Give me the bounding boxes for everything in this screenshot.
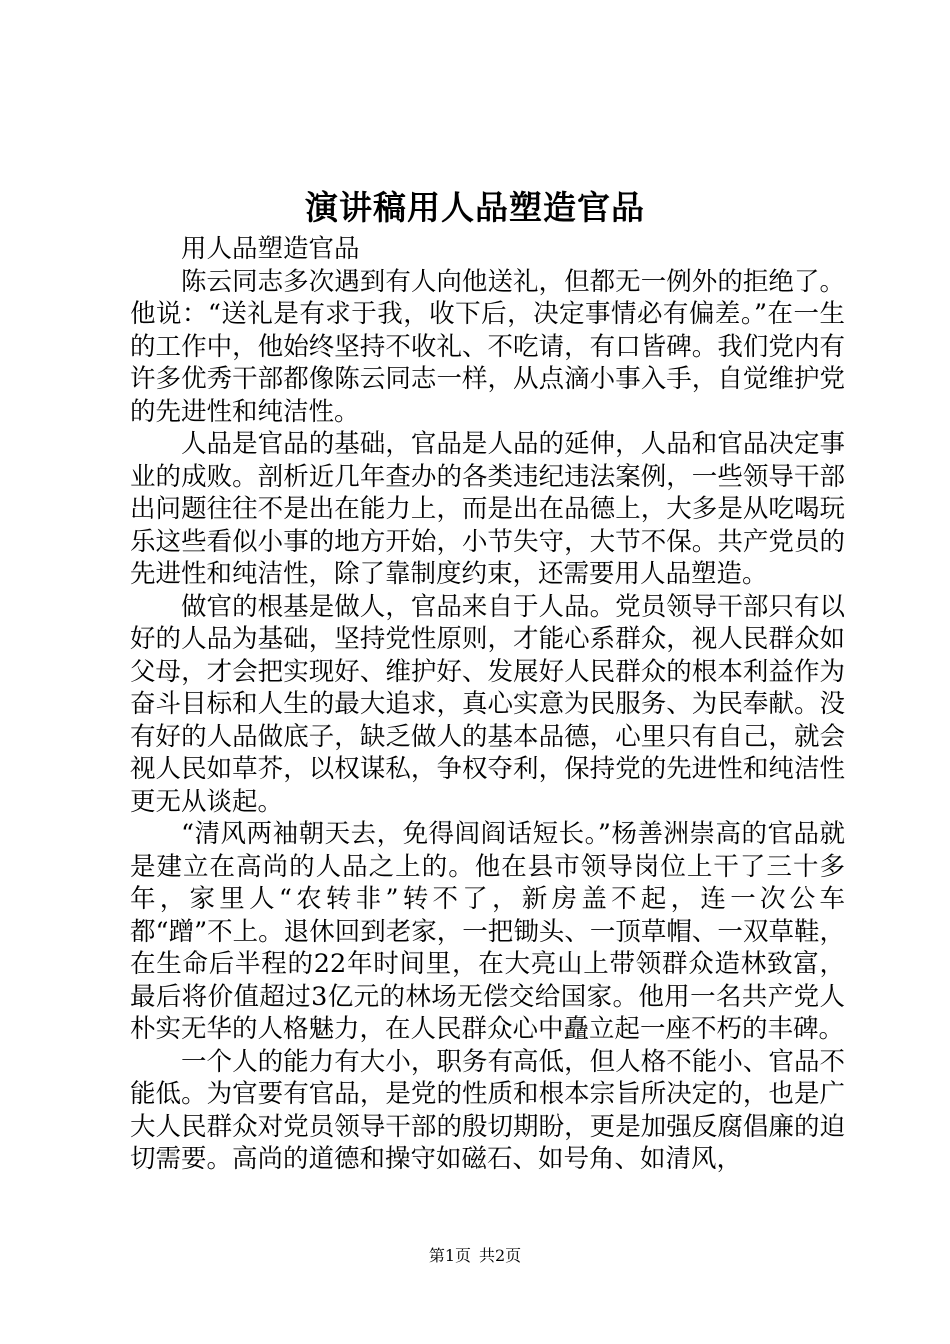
page-number: 第1页 bbox=[428, 1246, 471, 1265]
paragraph: 人品是官品的基础，官品是人品的延伸，人品和官品决定事业的成败。剖析近几年查办的各类违纪违法案例，一些领导干部出问题往往不是出在能力上，而是出在品德上，大多是从吃喝玩乐这些看似小事的地方开始，小节失守，大节不保。共产党员的先进性和纯洁性，除了靠制度约束，还需要用人品塑造。 bbox=[130, 429, 845, 589]
paragraph: 做官的根基是做人，官品来自于人品。党员领导干部只有以好的人品为基础，坚持党性原则，才能心系群众，视人民群众如父母，才会把实现好、维护好、发展好人民群众的根本利益作为奋斗目标和人生的最大追求，真心实意为民服务、为民奉献。没有好的人品做底子，缺乏做人的基本品德，心里只有自己，就会视人民如草芥，以权谋私，争权夺利，保持党的先进性和纯洁性更无从谈起。 bbox=[130, 591, 845, 817]
paragraph: 一个人的能力有大小，职务有高低，但人格不能小、官品不能低。为官要有官品，是党的性质和根本宗旨所决定的，也是广大人民群众对党员领导干部的殷切期盼，更是加强反腐倡廉的迫切需要。高尚的道德和操守如磁石、如号角、如清风， bbox=[130, 1046, 845, 1174]
document-body bbox=[130, 233, 845, 1176]
page-total: 共2页 bbox=[479, 1246, 522, 1265]
paragraph: 用人品塑造官品 bbox=[181, 234, 360, 264]
page-footer bbox=[0, 1246, 950, 1266]
paragraph: “清风两袖朝天去，免得闾阎话短长。”杨善洲崇高的官品就是建立在高尚的人品之上的。他在县市领导岗位上干了三十多年，家里人“农转非”转不了，新房盖不起，连一次公车都“蹭”不上。退休回到老家，一把锄头、一顶草帽、一双草鞋，在生命后半程的22年时间里，在大亮山上带领群众造林致富，最后将价值超过3亿元的林场无偿交给国家。他用一名共产党人朴实无华的人格魅力，在人民群众心中矗立起一座不朽的丰碑。 bbox=[130, 819, 845, 1044]
document-title: 演讲稿用人品塑造官品 bbox=[305, 188, 645, 227]
paragraph: 陈云同志多次遇到有人向他送礼，但都无一例外的拒绝了。他说：“送礼是有求于我，收下后，决定事情必有偏差。”在一生的工作中，他始终坚持不收礼、不吃请，有口皆碑。我们党内有许多优秀干部都像陈云同志一样，从点滴小事入手，自觉维护党的先进性和纯洁性。 bbox=[130, 266, 845, 427]
